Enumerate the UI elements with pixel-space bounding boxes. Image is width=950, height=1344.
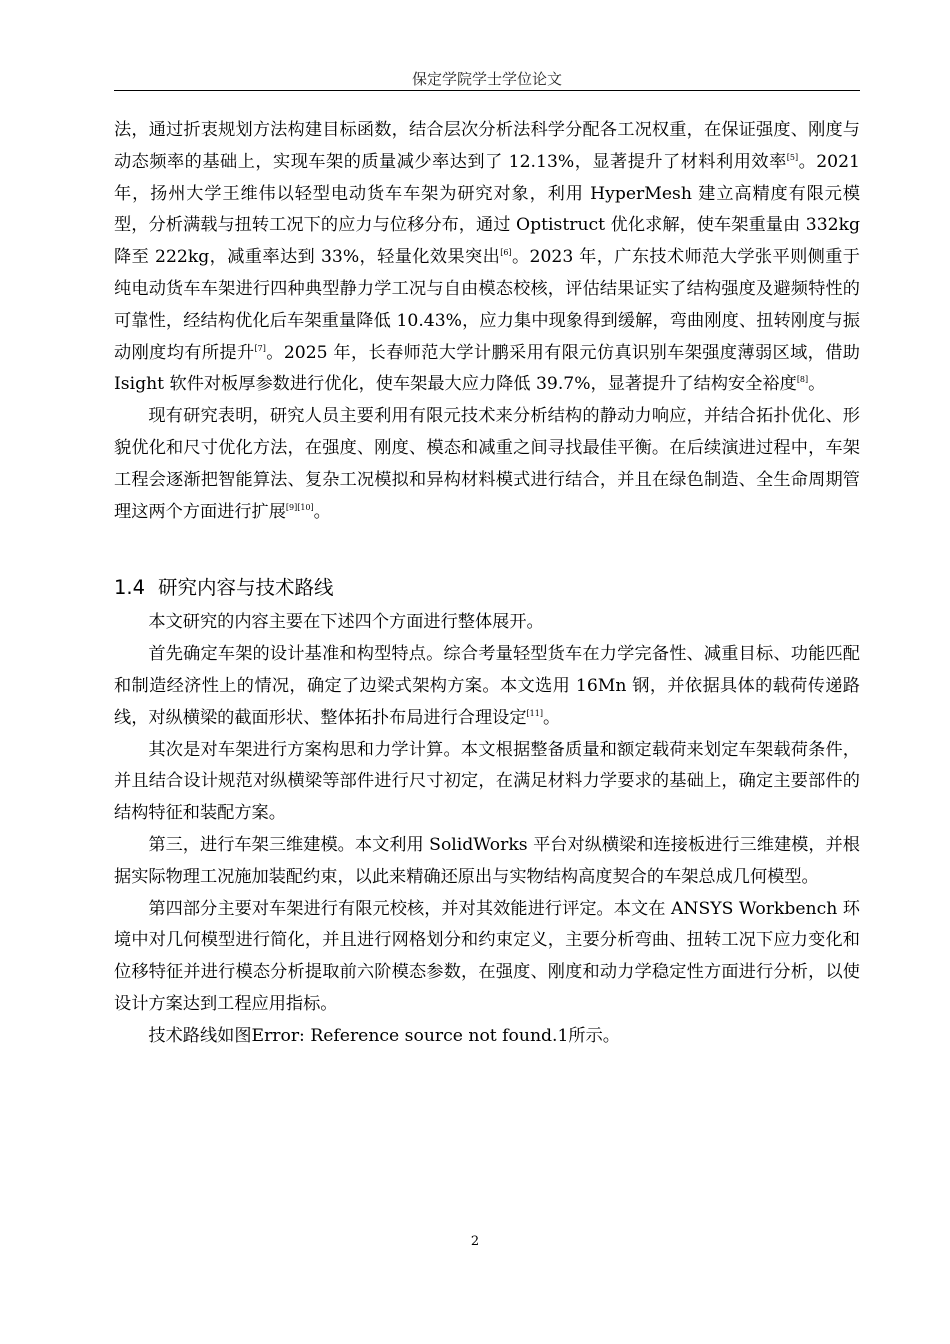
paragraph-step-three: [114, 830, 860, 894]
citation: [11]: [526, 708, 543, 718]
citation: [6]: [500, 248, 512, 258]
paragraph-text: 第三，进行车架三维建模。本文利用 SolidWorks 平台对纵横梁和连接板进行三维建模，并根据实际物理工况施加装配约束，以此来精确还原出与实物结构高度契合的车架总成几何模型。: [114, 834, 860, 887]
citation: [9][10]: [285, 502, 314, 512]
paragraph-text: 法，通过折衷规划方法构建目标函数，结合层次分析法科学分配各工况权重，在保证强度、刚度与动态频率的基础上，实现车架的质量减少率达到了 12.13%，显著提升了材料利用效率: [114, 120, 860, 172]
paragraph-text: 。2025 年，长春师范大学计鹏采用有限元仿真识别车架强度薄弱区域，借助 Isight 软件对板厚参数进行优化，使车架最大应力降低 39.7%，显著提升了结构安全裕度: [114, 342, 860, 395]
paragraph-intro: [114, 607, 860, 639]
paragraph-text: 现有研究表明，研究人员主要利用有限元技术来分析结构的静动力响应，并结合拓扑优化、形貌优化和尺寸优化方法，在强度、刚度、模态和减重之间寻找最佳平衡。在后续演进过程中，车架工程会逐渐把智能算法、复杂工况模拟和异构材料模式进行结合，并且在绿色制造、全生命周期管理这两个方面进行扩展: [114, 406, 860, 522]
section-number: 1.4: [114, 576, 146, 600]
page-number: 2: [470, 1234, 480, 1249]
paragraph-text: 。2021 年，扬州大学王维伟以轻型电动货车车架为研究对象，利用 HyperMesh 建立高精度有限元模型，分析满载与扭转工况下的应力与位移分布，通过 Optistruct 优化求解，使车架重量由 332kg 降至 222kg，减重率达到 33%，轻量化效果突出: [114, 151, 860, 268]
citation: [5]: [786, 152, 799, 162]
paragraph-literature-review: [114, 115, 860, 401]
paragraph-roadmap-reference: [114, 1021, 860, 1053]
paragraph-text: 其次是对车架进行方案构思和力学计算。本文根据整备质量和额定载荷来划定车架载荷条件，并且结合设计规范对纵横梁等部件进行尺寸初定，在满足材料力学要求的基础上，确定主要部件的结构特征和装配方案。: [114, 739, 860, 824]
citation: [8]: [796, 375, 809, 385]
paragraph-text: 首先确定车架的设计基准和构型特点。综合考量轻型货车在力学完备性、减重目标、功能匹配和制造经济性上的情况，确定了边梁式架构方案。本文选用 16Mn 钢，并依据具体的载荷传递路线，对纵横梁的截面形状、整体拓扑布局进行合理设定: [114, 644, 860, 728]
paragraph-text: 。2023 年，广东技术师范大学张平则侧重于纯电动货车车架进行四种典型静力学工况与自由模态校核，评估结果证实了结构强度及避频特性的可靠性，经结构优化后车架重量降低 10.43%，应力集中现象得到缓解，弯曲刚度、扭转刚度与振动刚度均有所提升: [114, 247, 860, 363]
paragraph-step-two: [114, 735, 860, 830]
paragraph-text: 。: [808, 374, 826, 395]
paragraph-text: 第四部分主要对车架进行有限元校核，并对其效能进行评定。本文在 ANSYS Workbench 环境中对几何模型进行简化，并且进行网格划分和约束定义，主要分析弯曲、扭转工况下应力变化和位移特征并进行模态分析提取前六阶模态参数，在强度、刚度和动力学稳定性方面进行分析，以使设计方案达到工程应用指标。: [114, 898, 860, 1014]
citation: [7]: [254, 343, 266, 353]
paragraph-step-one: [114, 639, 860, 734]
section-heading: [114, 573, 860, 603]
section-title: 研究内容与技术路线: [158, 576, 334, 600]
paragraph-text: 。: [542, 707, 561, 728]
paragraph-research-summary: [114, 401, 860, 528]
paragraph-text: 技术路线如图Error: Reference source not found.1所示。: [148, 1025, 620, 1046]
header-rule: [114, 90, 860, 91]
document-body: [114, 115, 860, 1053]
running-header: 保定学院学士学位论文: [411, 70, 562, 88]
paragraph-text: 。: [313, 501, 331, 522]
paragraph-text: 本文研究的内容主要在下述四个方面进行整体展开。: [148, 612, 544, 633]
paragraph-step-four: [114, 894, 860, 1021]
